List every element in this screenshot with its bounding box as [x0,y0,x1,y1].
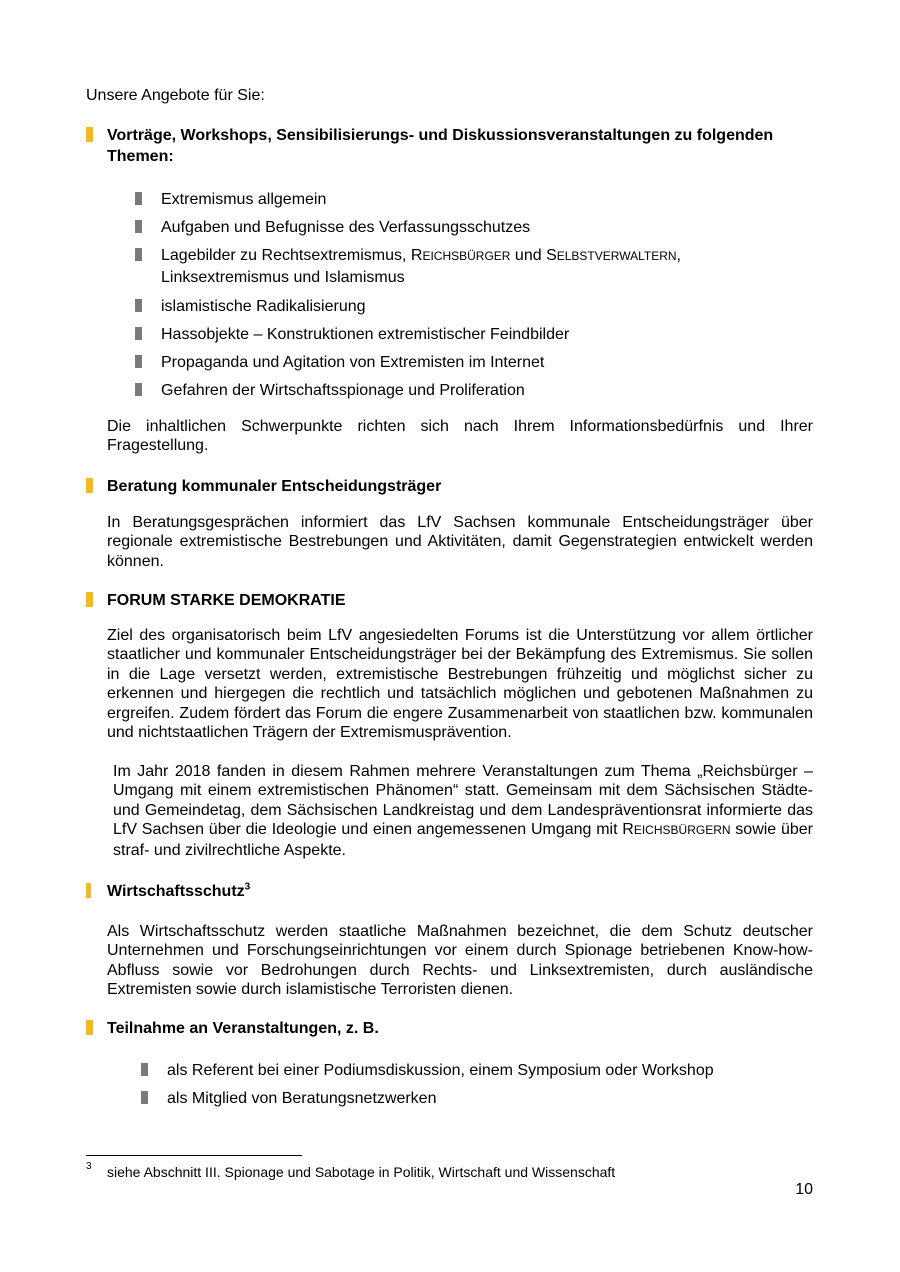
footnote-text: siehe Abschnitt III. Spionage und Sabotage in Politik, Wirtschaft und Wissenschaft [107,1164,616,1180]
intro-text: Unsere Angebote für Sie: [86,87,265,104]
bullet-marker [135,355,142,368]
list-item: Propaganda und Agitation von Extremisten im Internet [135,352,813,373]
section-marker [86,883,91,898]
bullet-marker [141,1063,148,1076]
list-item: als Mitglied von Beratungsnetzwerken [141,1088,813,1109]
participation-list [141,1060,813,1109]
footnote-reference[interactable]: 3 [244,881,251,893]
section-heading-forum: FORUM STARKE DEMOKRATIE [107,592,346,609]
list-item: Aufgaben und Befugnisse des Verfassungsschutzes [135,217,813,238]
bullet-marker [141,1091,148,1104]
beratung-text: In Beratungsgesprächen informiert das LfV Sachsen kommunale Entscheidungsträger über regionale extremistische Bestrebungen und Aktivitäten, damit Gegenstrategien entwickelt werden können. [107,514,813,570]
list-item: Lagebilder zu Rechtsextremismus, REICHSBÜRGER und SELBSTVERWALTERN, Linksextremismus und Islamismus [135,245,813,289]
section-heading-wirtschaftsschutz: Wirtschaftsschutz$^3$ [107,881,251,900]
topic-list [135,189,813,401]
bullet-marker [135,192,142,205]
vortraege-note: Die inhaltlichen Schwerpunkte richten sich nach Ihrem Informationsbedürfnis und Ihrer Fragestellung. [107,418,813,455]
bullet-marker [135,327,142,340]
list-item: Hassobjekte – Konstruktionen extremistischer Feindbilder [135,324,813,345]
list-item: als Referent bei einer Podiumsdiskussion, einem Symposium oder Workshop [141,1060,813,1081]
footnote-number: 3 [86,1161,92,1172]
wirtschaftsschutz-text: Als Wirtschaftsschutz werden staatliche Maßnahmen bezeichnet, die dem Schutz deutscher Unternehmen und Forschungseinrichtungen vor einem durch Spionage betriebenen Know-how-Abfluss sowie vor Bedrohungen durch Rechts- und Linksextremisten, durch ausländische Extremisten sowie durch islamistische Terroristen dienen. [107,923,813,999]
list-item: Gefahren der Wirtschaftsspionage und Proliferation [135,380,813,401]
bullet-marker [135,299,142,312]
footnote-divider [86,1155,302,1156]
page-number: 10 [795,1181,813,1198]
section-heading-vortraege: Vorträge, Workshops, Sensibilisierungs- und Diskussionsveranstaltungen zu folgenden Themen: [107,127,774,165]
bullet-marker [135,220,142,233]
list-item: Extremismus allgemein [135,189,813,210]
section-marker [86,478,93,493]
section-marker [86,1020,93,1035]
list-item: islamistische Radikalisierung [135,296,813,317]
section-marker [86,127,93,142]
bullet-marker [135,248,142,261]
section-heading-teilnahme: Teilnahme an Veranstaltungen, z. B. [107,1020,379,1037]
forum-text-2: Im Jahr 2018 fanden in diesem Rahmen mehrere Veranstaltungen zum Thema „Reichsbürger – Umgang mit einem extremistischen Phänomen“ statt. Gemeinsam mit dem Sächsischen Städte- und Gemeindetag, dem Sächsischen Landkreistag und dem Landespräventionsrat informierte das LfV Sachsen über die Ideologie und einen angemessenen Umgang mit REICHSBÜRGERN sowie über straf- und zivilrechtliche Aspekte. [113,763,813,859]
section-marker [86,592,93,607]
forum-text-1: Ziel des organisatorisch beim LfV angesiedelten Forums ist die Unterstützung vor allem örtlicher staatlicher und kommunaler Entscheidungsträger bei der Bekämpfung des Extremismus. Sie sollen in die Lage versetzt werden, extremistische Bestrebungen frühzeitig und möglichst sicher zu erkennen und hiergegen die rechtlich und tatsächlich möglichen und gebotenen Maßnahmen zu ergreifen. Zudem fördert das Forum die engere Zusammenarbeit von staatlichen bzw. kommunalen und nichtstaatlichen Trägern der Extremismusprävention. [107,627,813,742]
section-heading-beratung: Beratung kommunaler Entscheidungsträger [107,478,442,495]
bullet-marker [135,383,142,396]
